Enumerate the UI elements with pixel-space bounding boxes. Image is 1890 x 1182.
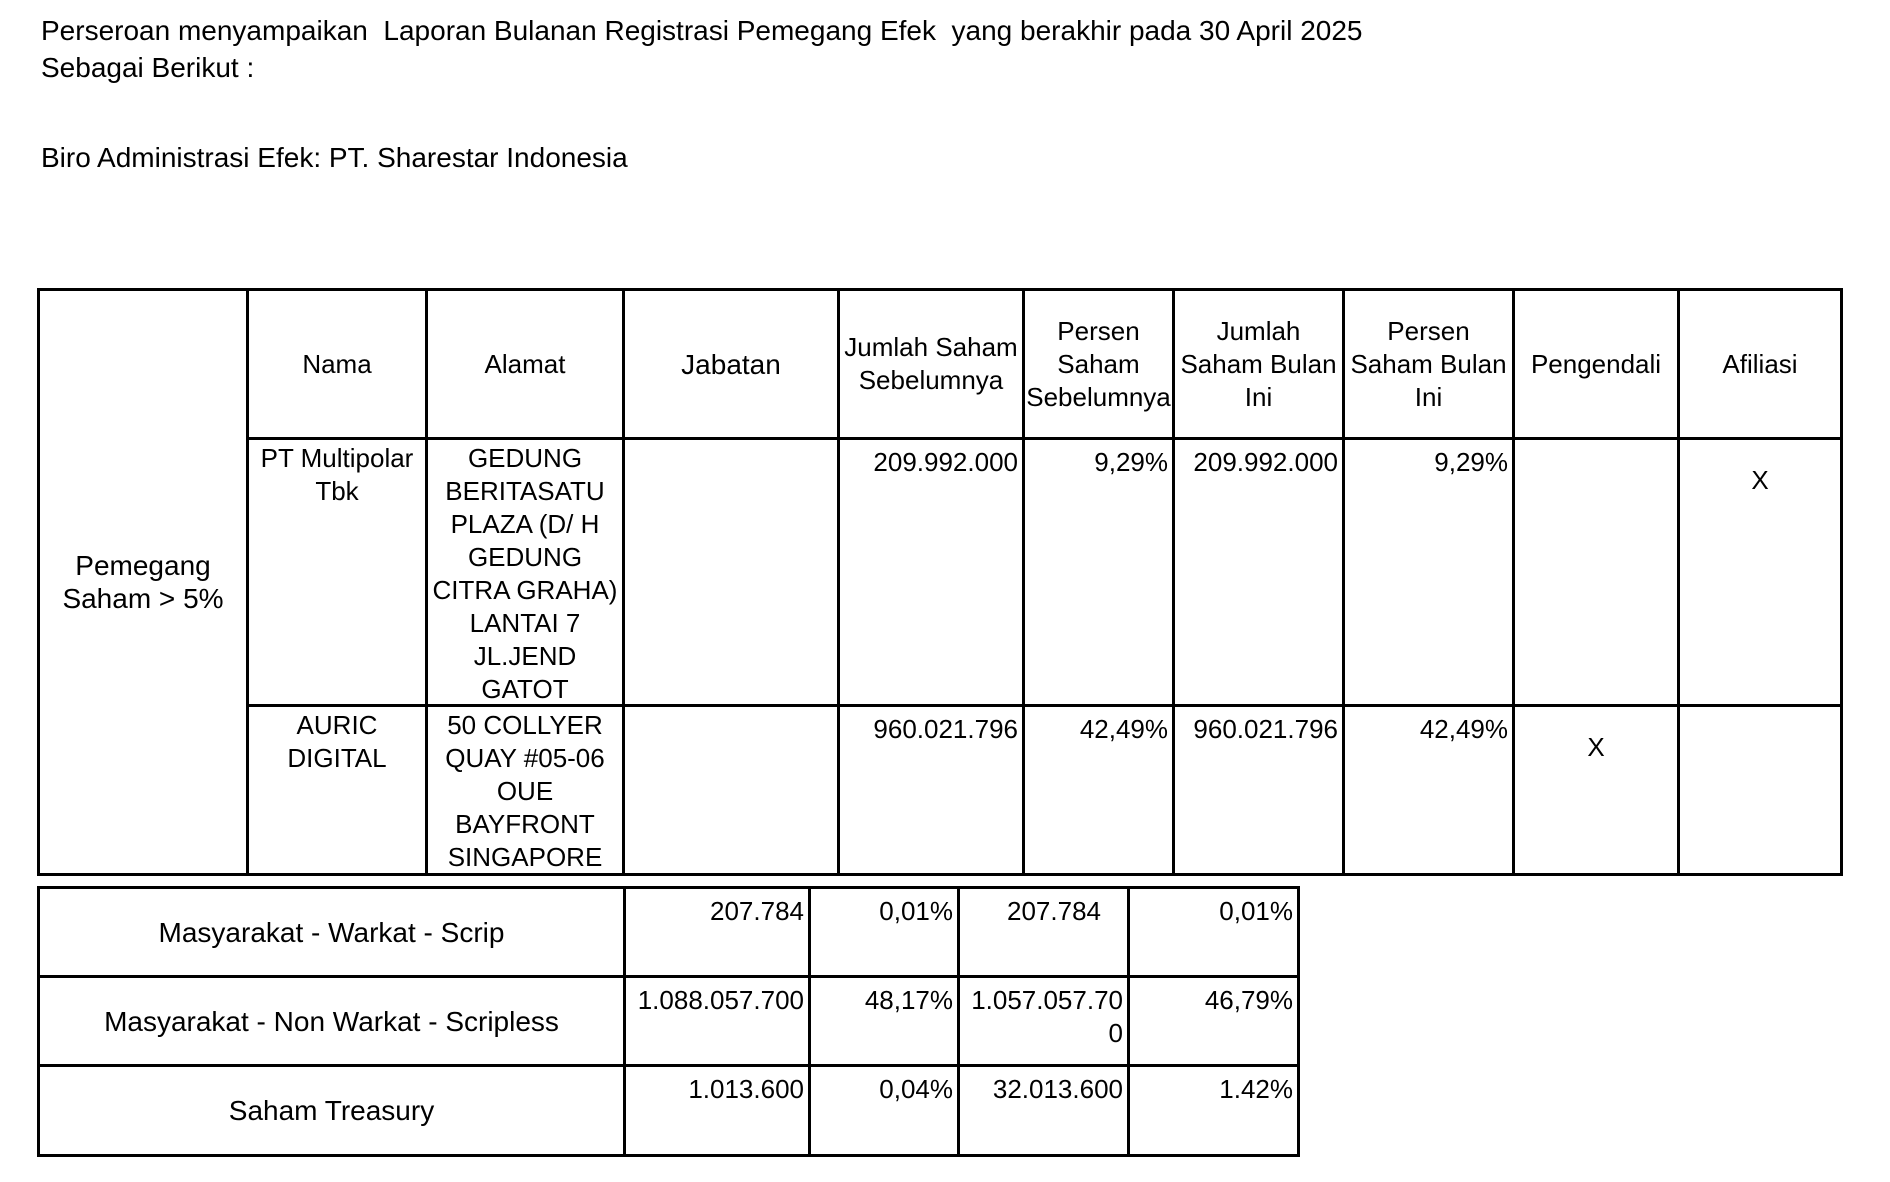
holder-address: 50 COLLYER QUAY #05-06 OUE BAYFRONT SINGAPORE bbox=[425, 704, 625, 876]
holder-shares-previous: 960.021.796 bbox=[837, 704, 1025, 876]
public-percent-previous: 0,01% bbox=[808, 886, 960, 978]
header-jumlah-sebelumnya: Jumlah Saham Sebelumnya bbox=[837, 288, 1025, 440]
public-shares-previous: 207.784 bbox=[623, 886, 811, 978]
report-intro-subline: Sebagai Berikut : bbox=[41, 52, 255, 83]
public-percent-previous: 48,17% bbox=[808, 975, 960, 1067]
public-percent-current: 46,79% bbox=[1127, 975, 1300, 1067]
holder-shares-current: 209.992.000 bbox=[1172, 437, 1345, 707]
header-afiliasi: Afiliasi bbox=[1677, 288, 1843, 440]
holder-name: AURIC DIGITAL bbox=[246, 704, 428, 876]
holder-shares-previous: 209.992.000 bbox=[837, 437, 1025, 707]
group-label-cell bbox=[37, 288, 249, 876]
public-shares-current: 1.057.057.700 bbox=[957, 975, 1130, 1067]
header-jumlah-bulan-ini: Jumlah Saham Bulan Ini bbox=[1172, 288, 1345, 440]
header-persen-sebelumnya: Persen Saham Sebelumnya bbox=[1022, 288, 1175, 440]
holder-percent-current: 42,49% bbox=[1342, 704, 1515, 876]
holder-percent-current: 9,29% bbox=[1342, 437, 1515, 707]
public-percent-previous: 0,04% bbox=[808, 1064, 960, 1157]
holder-name: PT Multipolar Tbk bbox=[246, 437, 428, 707]
public-row-label: Saham Treasury bbox=[37, 1064, 626, 1157]
public-row-label: Masyarakat - Warkat - Scrip bbox=[37, 886, 626, 978]
public-shares-previous: 1.013.600 bbox=[623, 1064, 811, 1157]
header-jabatan: Jabatan bbox=[622, 288, 840, 440]
public-percent-current: 0,01% bbox=[1127, 886, 1300, 978]
public-row-label: Masyarakat - Non Warkat - Scripless bbox=[37, 975, 626, 1067]
holder-position bbox=[622, 704, 840, 876]
report-intro-line: Perseroan menyampaikan Laporan Bulanan Registrasi Pemegang Efek yang berakhir pada 30 April 2025 bbox=[41, 15, 1363, 46]
public-shares-current: 32.013.600 bbox=[957, 1064, 1130, 1157]
header-alamat: Alamat bbox=[425, 288, 625, 440]
header-persen-bulan-ini: Persen Saham Bulan Ini bbox=[1342, 288, 1515, 440]
holder-position bbox=[622, 437, 840, 707]
holder-controller-mark: X bbox=[1512, 704, 1680, 876]
header-pengendali: Pengendali bbox=[1512, 288, 1680, 440]
holder-percent-previous: 42,49% bbox=[1022, 704, 1175, 876]
holder-affiliate-mark bbox=[1677, 704, 1843, 876]
holder-affiliate-mark: X bbox=[1677, 437, 1843, 707]
public-percent-current: 1.42% bbox=[1127, 1064, 1300, 1157]
public-shares-previous: 1.088.057.700 bbox=[623, 975, 811, 1067]
header-nama: Nama bbox=[246, 288, 428, 440]
group-label: Pemegang Saham > 5% bbox=[62, 550, 224, 614]
holder-percent-previous: 9,29% bbox=[1022, 437, 1175, 707]
public-shares-current: 207.784 bbox=[957, 886, 1130, 978]
holder-shares-current: 960.021.796 bbox=[1172, 704, 1345, 876]
holder-controller-mark bbox=[1512, 437, 1680, 707]
holder-address: GEDUNG BERITASATU PLAZA (D/ H GEDUNG CITRA GRAHA) LANTAI 7 JL.JEND GATOT bbox=[425, 437, 625, 707]
registrar-line: Biro Administrasi Efek: PT. Sharestar Indonesia bbox=[41, 142, 628, 173]
